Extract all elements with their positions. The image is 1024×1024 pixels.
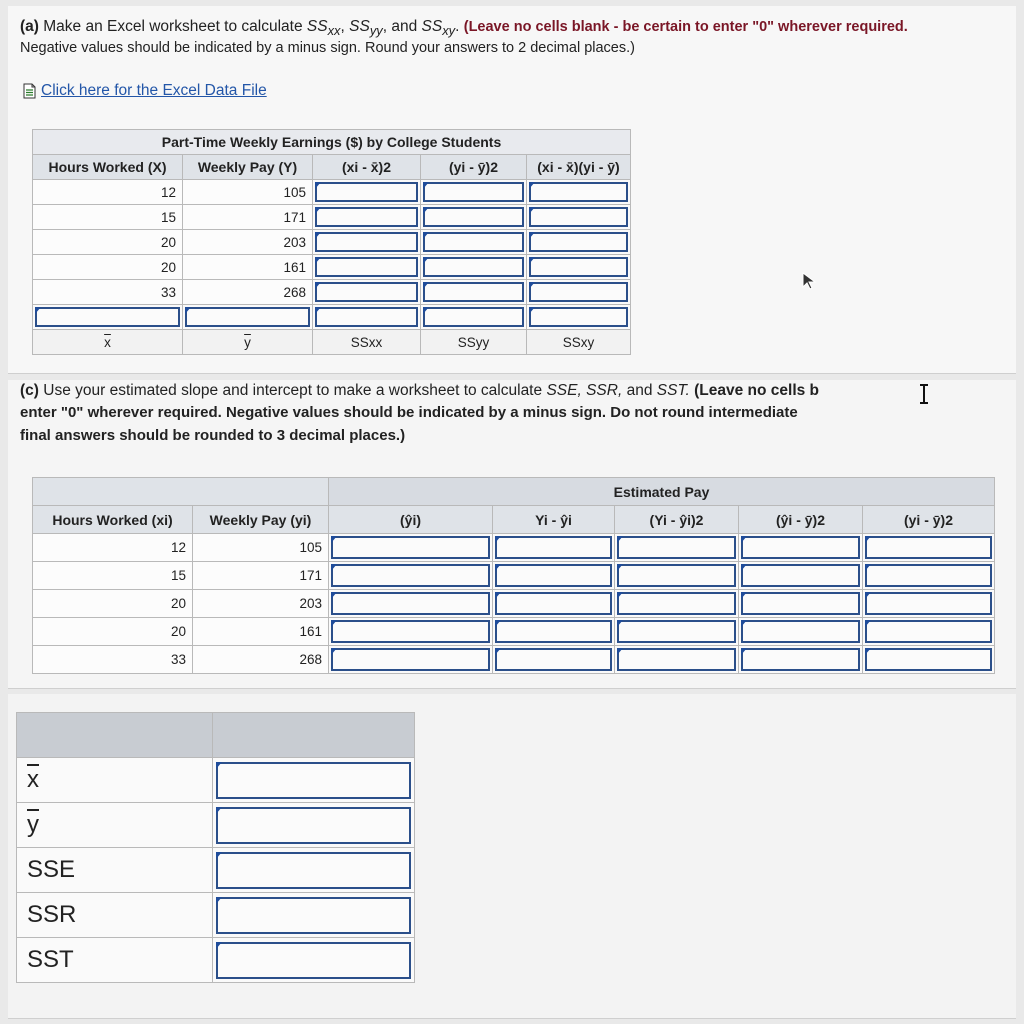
residual-sq-input[interactable] bbox=[615, 534, 739, 562]
yhat-dev-sq-input[interactable] bbox=[739, 590, 863, 618]
part-a-instruction-line1: (a) Make an Excel worksheet to calculate $SS_{xx}$, $SS_{yy}$, and $SS_{xy}$. (Leave no cells blank - be certain to enter "0" wherever required. bbox=[20, 18, 908, 39]
footer-ssxy-label: SSxy bbox=[527, 330, 631, 355]
y-hat-input[interactable] bbox=[329, 590, 493, 618]
part-c-panel bbox=[8, 380, 1016, 689]
y-dev-sq-input[interactable] bbox=[863, 646, 995, 674]
ydev-sq-input[interactable] bbox=[421, 180, 527, 205]
xdev-sq-input[interactable] bbox=[313, 255, 421, 280]
xdev-sq-input[interactable] bbox=[313, 230, 421, 255]
header-hours-worked: Hours Worked (X) bbox=[33, 155, 183, 180]
y-hat-input[interactable] bbox=[329, 562, 493, 590]
summary-header-right bbox=[213, 713, 415, 758]
ydev-sq-input[interactable] bbox=[421, 255, 527, 280]
hours-value: 12 bbox=[33, 534, 193, 562]
part-a-warning-line2: Negative values should be indicated by a minus sign. Round your answers to 2 decimal places.) bbox=[20, 40, 635, 56]
footer-y-mean-label: $\overline{y}$ bbox=[183, 330, 313, 355]
ssxx-input[interactable] bbox=[313, 305, 421, 330]
hours-value: 20 bbox=[33, 590, 193, 618]
ssr-input[interactable] bbox=[213, 893, 415, 938]
part-c-instruction-line1: (c) Use your estimated slope and intercept to make a worksheet to calculate SSE, SSR, and SST. (Leave no cells b bbox=[20, 382, 820, 399]
hours-value: 20 bbox=[33, 618, 193, 646]
pay-value: 161 bbox=[193, 618, 329, 646]
summary-panel bbox=[8, 694, 1016, 1019]
part-c-warning: (Leave no cells b bbox=[694, 382, 820, 399]
header-yhat-dev-squared: (ŷi - ȳ)2 bbox=[739, 506, 863, 534]
sse-label: SSE bbox=[17, 848, 213, 893]
residual-input[interactable] bbox=[493, 534, 615, 562]
y-mean-input[interactable] bbox=[213, 803, 415, 848]
pay-value: 203 bbox=[193, 590, 329, 618]
sst-input[interactable] bbox=[213, 938, 415, 983]
pay-value: 161 bbox=[183, 255, 313, 280]
hours-value: 20 bbox=[33, 255, 183, 280]
pay-value: 105 bbox=[183, 180, 313, 205]
sst-label: SST bbox=[17, 938, 213, 983]
part-a-worksheet-table bbox=[32, 129, 631, 355]
yhat-dev-sq-input[interactable] bbox=[739, 618, 863, 646]
ydev-sq-input[interactable] bbox=[421, 280, 527, 305]
xy-cross-input[interactable] bbox=[527, 230, 631, 255]
residual-input[interactable] bbox=[493, 618, 615, 646]
sse-input[interactable] bbox=[213, 848, 415, 893]
yhat-dev-sq-input[interactable] bbox=[739, 562, 863, 590]
table-row bbox=[33, 534, 995, 562]
pay-value: 203 bbox=[183, 230, 313, 255]
pay-value: 268 bbox=[193, 646, 329, 674]
summary-row bbox=[17, 893, 415, 938]
y-hat-input[interactable] bbox=[329, 534, 493, 562]
table-row bbox=[33, 562, 995, 590]
yhat-dev-sq-input[interactable] bbox=[739, 646, 863, 674]
summary-header-left bbox=[17, 713, 213, 758]
residual-sq-input[interactable] bbox=[615, 562, 739, 590]
estimated-pay-group-header: Estimated Pay bbox=[329, 478, 995, 506]
footer-ssyy-label: SSyy bbox=[421, 330, 527, 355]
part-c-instruction-line3: final answers should be rounded to 3 decimal places.) bbox=[20, 427, 406, 444]
table-row bbox=[33, 280, 631, 305]
table-row bbox=[33, 180, 631, 205]
x-mean-input[interactable] bbox=[213, 758, 415, 803]
hours-value: 12 bbox=[33, 180, 183, 205]
ssr-label: SSR bbox=[17, 893, 213, 938]
y-mean-input[interactable] bbox=[183, 305, 313, 330]
hours-value: 20 bbox=[33, 230, 183, 255]
ydev-sq-input[interactable] bbox=[421, 230, 527, 255]
table-row bbox=[33, 255, 631, 280]
summary-table bbox=[16, 712, 415, 983]
y-dev-sq-input[interactable] bbox=[863, 618, 995, 646]
residual-input[interactable] bbox=[493, 562, 615, 590]
table-row bbox=[33, 646, 995, 674]
part-a-panel bbox=[8, 6, 1016, 374]
footer-ssxx-label: SSxx bbox=[313, 330, 421, 355]
table-row bbox=[33, 205, 631, 230]
residual-input[interactable] bbox=[493, 646, 615, 674]
header-residual: Yi - ŷi bbox=[493, 506, 615, 534]
header-xy-cross-product: (xi - x̄)(yi - ȳ) bbox=[527, 155, 631, 180]
table-row bbox=[33, 230, 631, 255]
footer-x-mean-label: $\overline{x}$ bbox=[33, 330, 183, 355]
excel-file-icon bbox=[22, 83, 37, 99]
text-cursor-icon bbox=[918, 384, 930, 404]
residual-sq-input[interactable] bbox=[615, 618, 739, 646]
summary-row bbox=[17, 758, 415, 803]
table-row bbox=[33, 590, 995, 618]
xdev-sq-input[interactable] bbox=[313, 180, 421, 205]
totals-row bbox=[33, 305, 631, 330]
y-dev-sq-input[interactable] bbox=[863, 534, 995, 562]
summary-row bbox=[17, 938, 415, 983]
pay-value: 268 bbox=[183, 280, 313, 305]
ssyy-input[interactable] bbox=[421, 305, 527, 330]
header-weekly-pay: Weekly Pay (Y) bbox=[183, 155, 313, 180]
part-a-warning: (Leave no cells blank - be certain to enter "0" wherever required. bbox=[463, 19, 908, 35]
header-y-hat: (ŷi) bbox=[329, 506, 493, 534]
header-y-dev-squared: (yi - ȳ)2 bbox=[421, 155, 527, 180]
header-residual-squared: (Yi - ŷi)2 bbox=[615, 506, 739, 534]
xy-cross-input[interactable] bbox=[527, 255, 631, 280]
xy-cross-input[interactable] bbox=[527, 205, 631, 230]
xy-cross-input[interactable] bbox=[527, 180, 631, 205]
footer-labels-row bbox=[33, 330, 631, 355]
header-hours-worked: Hours Worked (xi) bbox=[33, 506, 193, 534]
hours-value: 33 bbox=[33, 280, 183, 305]
pay-value: 105 bbox=[193, 534, 329, 562]
y-mean-label: $\overline{y}$ bbox=[17, 803, 213, 848]
header-x-dev-squared: (xi - x̄)2 bbox=[313, 155, 421, 180]
hours-value: 15 bbox=[33, 562, 193, 590]
ydev-sq-input[interactable] bbox=[421, 205, 527, 230]
residual-sq-input[interactable] bbox=[615, 590, 739, 618]
xdev-sq-input[interactable] bbox=[313, 280, 421, 305]
hours-value: 33 bbox=[33, 646, 193, 674]
mouse-pointer-icon bbox=[802, 272, 818, 290]
summary-row bbox=[17, 803, 415, 848]
residual-sq-input[interactable] bbox=[615, 646, 739, 674]
part-c-worksheet-table bbox=[32, 477, 995, 674]
excel-data-file-link[interactable]: Click here for the Excel Data File bbox=[22, 82, 267, 100]
yhat-dev-sq-input[interactable] bbox=[739, 534, 863, 562]
x-mean-input[interactable] bbox=[33, 305, 183, 330]
pay-value: 171 bbox=[193, 562, 329, 590]
y-dev-sq-input[interactable] bbox=[863, 562, 995, 590]
ssxy-input[interactable] bbox=[527, 305, 631, 330]
y-hat-input[interactable] bbox=[329, 646, 493, 674]
part-c-instruction-line2: enter "0" wherever required. Negative values should be indicated by a minus sign. Do not round intermediate bbox=[20, 404, 798, 421]
residual-input[interactable] bbox=[493, 590, 615, 618]
x-mean-label: $\overline{x}$ bbox=[17, 758, 213, 803]
table-row bbox=[33, 618, 995, 646]
header-y-dev-squared: (yi - ȳ)2 bbox=[863, 506, 995, 534]
hours-value: 15 bbox=[33, 205, 183, 230]
pay-value: 171 bbox=[183, 205, 313, 230]
y-dev-sq-input[interactable] bbox=[863, 590, 995, 618]
xdev-sq-input[interactable] bbox=[313, 205, 421, 230]
summary-row bbox=[17, 848, 415, 893]
y-hat-input[interactable] bbox=[329, 618, 493, 646]
xy-cross-input[interactable] bbox=[527, 280, 631, 305]
header-weekly-pay: Weekly Pay (yi) bbox=[193, 506, 329, 534]
part-a-table-title: Part-Time Weekly Earnings ($) by College Students bbox=[33, 130, 631, 155]
